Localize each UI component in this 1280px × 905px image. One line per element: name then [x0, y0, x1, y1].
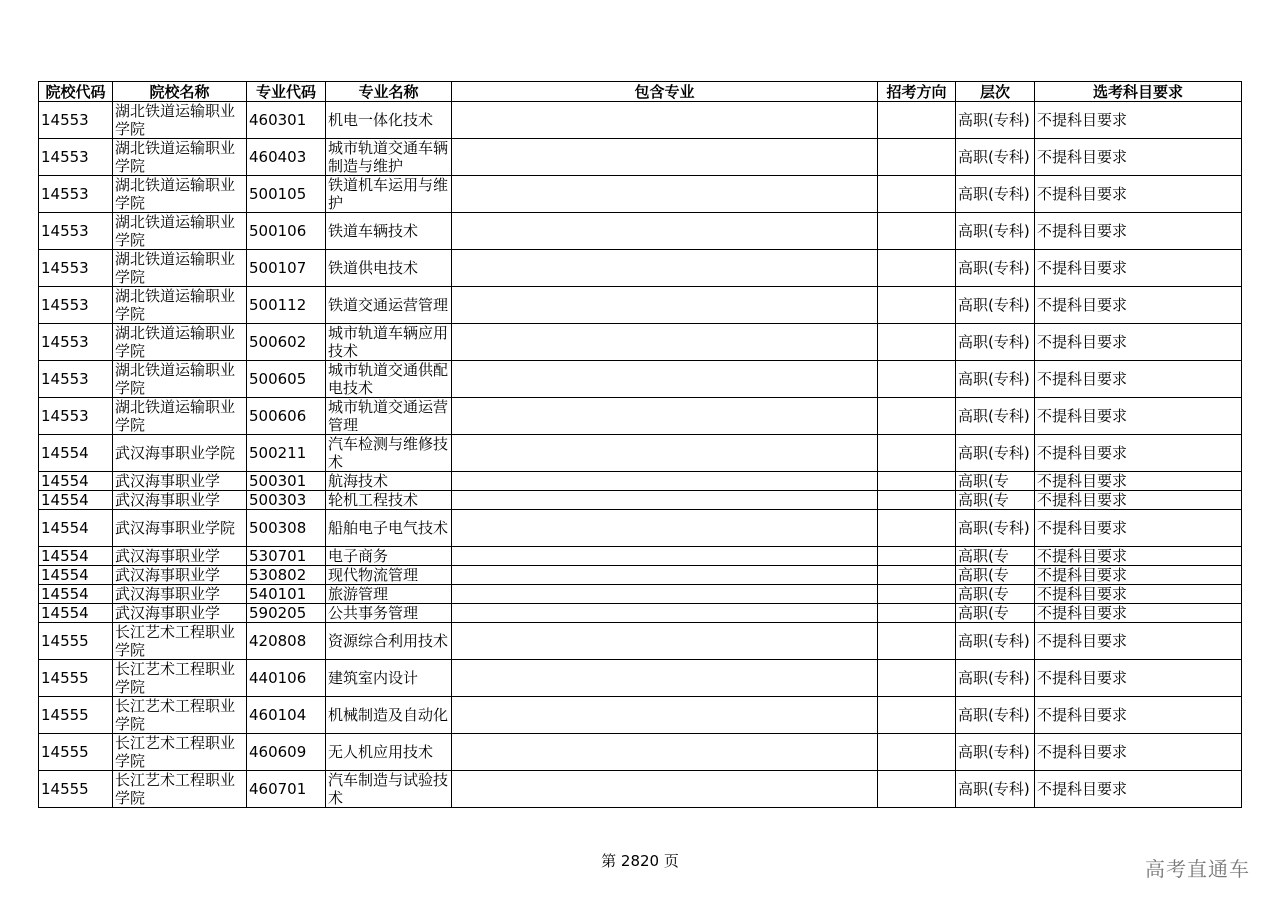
table-row [39, 398, 1242, 435]
subject-requirement-cell: 不提科目要求 [1035, 435, 1242, 472]
major-name-cell: 机械制造及自动化 [326, 697, 452, 734]
level-cell: 高职(专科) [956, 176, 1035, 213]
direction-cell [878, 660, 956, 697]
table-row [39, 361, 1242, 398]
level-cell: 高职(专 [956, 604, 1035, 623]
included-majors-cell [452, 510, 878, 547]
major-name-cell: 铁道供电技术 [326, 250, 452, 287]
major-name-cell: 城市轨道交通供配电技术 [326, 361, 452, 398]
major-code-cell: 540101 [247, 585, 326, 604]
school-code-cell: 14553 [39, 213, 113, 250]
major-name-cell: 航海技术 [326, 472, 452, 491]
major-name-cell: 现代物流管理 [326, 566, 452, 585]
table-row [39, 102, 1242, 139]
major-name-cell: 船舶电子电气技术 [326, 510, 452, 547]
school-code-cell: 14554 [39, 435, 113, 472]
subject-requirement-cell: 不提科目要求 [1035, 250, 1242, 287]
subject-requirement-cell: 不提科目要求 [1035, 547, 1242, 566]
header-level: 层次 [956, 82, 1035, 102]
included-majors-cell [452, 176, 878, 213]
table-row [39, 176, 1242, 213]
included-majors-cell [452, 566, 878, 585]
school-name-cell: 湖北铁道运输职业学院 [113, 361, 247, 398]
school-code-cell: 14553 [39, 139, 113, 176]
table-row [39, 547, 1242, 566]
subject-requirement-cell: 不提科目要求 [1035, 697, 1242, 734]
subject-requirement-cell: 不提科目要求 [1035, 213, 1242, 250]
major-name-cell: 电子商务 [326, 547, 452, 566]
major-name-cell: 铁道车辆技术 [326, 213, 452, 250]
major-code-cell: 500105 [247, 176, 326, 213]
subject-requirement-cell: 不提科目要求 [1035, 623, 1242, 660]
school-name-cell: 湖北铁道运输职业学院 [113, 398, 247, 435]
table-row [39, 734, 1242, 771]
included-majors-cell [452, 771, 878, 808]
school-name-cell: 武汉海事职业学 [113, 472, 247, 491]
direction-cell [878, 566, 956, 585]
major-code-cell: 460403 [247, 139, 326, 176]
school-code-cell: 14555 [39, 771, 113, 808]
subject-requirement-cell: 不提科目要求 [1035, 287, 1242, 324]
direction-cell [878, 287, 956, 324]
major-name-cell: 建筑室内设计 [326, 660, 452, 697]
school-name-cell: 长江艺术工程职业学院 [113, 697, 247, 734]
included-majors-cell [452, 604, 878, 623]
included-majors-cell [452, 734, 878, 771]
direction-cell [878, 623, 956, 660]
table-row [39, 472, 1242, 491]
major-name-cell: 轮机工程技术 [326, 491, 452, 510]
included-majors-cell [452, 287, 878, 324]
subject-requirement-cell: 不提科目要求 [1035, 398, 1242, 435]
major-name-cell: 无人机应用技术 [326, 734, 452, 771]
major-code-cell: 460104 [247, 697, 326, 734]
direction-cell [878, 585, 956, 604]
major-code-cell: 500303 [247, 491, 326, 510]
table-row [39, 250, 1242, 287]
school-code-cell: 14555 [39, 734, 113, 771]
table-row [39, 213, 1242, 250]
included-majors-cell [452, 623, 878, 660]
school-code-cell: 14554 [39, 566, 113, 585]
school-code-cell: 14554 [39, 547, 113, 566]
level-cell: 高职(专科) [956, 139, 1035, 176]
direction-cell [878, 324, 956, 361]
school-code-cell: 14555 [39, 623, 113, 660]
included-majors-cell [452, 398, 878, 435]
direction-cell [878, 139, 956, 176]
table-row [39, 510, 1242, 547]
subject-requirement-cell: 不提科目要求 [1035, 176, 1242, 213]
school-name-cell: 湖北铁道运输职业学院 [113, 176, 247, 213]
major-code-cell: 500211 [247, 435, 326, 472]
school-name-cell: 长江艺术工程职业学院 [113, 623, 247, 660]
level-cell: 高职(专 [956, 547, 1035, 566]
school-code-cell: 14553 [39, 287, 113, 324]
major-name-cell: 资源综合利用技术 [326, 623, 452, 660]
direction-cell [878, 213, 956, 250]
level-cell: 高职(专科) [956, 250, 1035, 287]
level-cell: 高职(专 [956, 491, 1035, 510]
level-cell: 高职(专科) [956, 102, 1035, 139]
major-code-cell: 500107 [247, 250, 326, 287]
subject-requirement-cell: 不提科目要求 [1035, 734, 1242, 771]
major-code-cell: 440106 [247, 660, 326, 697]
school-code-cell: 14554 [39, 491, 113, 510]
level-cell: 高职(专科) [956, 771, 1035, 808]
admissions-table [38, 81, 1242, 808]
subject-requirement-cell: 不提科目要求 [1035, 604, 1242, 623]
subject-requirement-cell: 不提科目要求 [1035, 102, 1242, 139]
school-name-cell: 长江艺术工程职业学院 [113, 771, 247, 808]
page-number: 第 2820 页 [601, 852, 679, 870]
level-cell: 高职(专科) [956, 287, 1035, 324]
included-majors-cell [452, 472, 878, 491]
major-name-cell: 旅游管理 [326, 585, 452, 604]
table-row [39, 491, 1242, 510]
subject-requirement-cell: 不提科目要求 [1035, 139, 1242, 176]
major-code-cell: 500602 [247, 324, 326, 361]
major-name-cell: 汽车检测与维修技术 [326, 435, 452, 472]
table-row [39, 623, 1242, 660]
school-code-cell: 14553 [39, 102, 113, 139]
table-row [39, 697, 1242, 734]
header-school-code: 院校代码 [39, 82, 113, 102]
subject-requirement-cell: 不提科目要求 [1035, 361, 1242, 398]
level-cell: 高职(专科) [956, 623, 1035, 660]
table-header-row [39, 82, 1242, 102]
included-majors-cell [452, 250, 878, 287]
header-school-name: 院校名称 [113, 82, 247, 102]
major-code-cell: 500605 [247, 361, 326, 398]
school-name-cell: 武汉海事职业学 [113, 566, 247, 585]
included-majors-cell [452, 697, 878, 734]
school-code-cell: 14553 [39, 324, 113, 361]
included-majors-cell [452, 213, 878, 250]
major-code-cell: 530802 [247, 566, 326, 585]
major-name-cell: 公共事务管理 [326, 604, 452, 623]
header-major-code: 专业代码 [247, 82, 326, 102]
level-cell: 高职(专科) [956, 697, 1035, 734]
table-row [39, 585, 1242, 604]
direction-cell [878, 361, 956, 398]
level-cell: 高职(专科) [956, 398, 1035, 435]
school-name-cell: 湖北铁道运输职业学院 [113, 213, 247, 250]
included-majors-cell [452, 102, 878, 139]
major-name-cell: 城市轨道交通运营管理 [326, 398, 452, 435]
direction-cell [878, 547, 956, 566]
table-body [39, 102, 1242, 808]
table-row [39, 566, 1242, 585]
table-row [39, 660, 1242, 697]
school-name-cell: 湖北铁道运输职业学院 [113, 324, 247, 361]
direction-cell [878, 604, 956, 623]
table-row [39, 771, 1242, 808]
table-row [39, 324, 1242, 361]
table-row [39, 604, 1242, 623]
major-code-cell: 590205 [247, 604, 326, 623]
included-majors-cell [452, 491, 878, 510]
direction-cell [878, 771, 956, 808]
school-name-cell: 武汉海事职业学院 [113, 435, 247, 472]
school-name-cell: 湖北铁道运输职业学院 [113, 287, 247, 324]
major-code-cell: 530701 [247, 547, 326, 566]
school-code-cell: 14553 [39, 250, 113, 287]
subject-requirement-cell: 不提科目要求 [1035, 585, 1242, 604]
subject-requirement-cell: 不提科目要求 [1035, 771, 1242, 808]
included-majors-cell [452, 660, 878, 697]
school-code-cell: 14554 [39, 510, 113, 547]
table-row [39, 139, 1242, 176]
major-code-cell: 500106 [247, 213, 326, 250]
school-name-cell: 湖北铁道运输职业学院 [113, 139, 247, 176]
school-code-cell: 14555 [39, 660, 113, 697]
included-majors-cell [452, 585, 878, 604]
direction-cell [878, 435, 956, 472]
major-name-cell: 汽车制造与试验技术 [326, 771, 452, 808]
included-majors-cell [452, 139, 878, 176]
level-cell: 高职(专科) [956, 213, 1035, 250]
direction-cell [878, 491, 956, 510]
watermark-text: 高考直通车 [1145, 857, 1250, 881]
level-cell: 高职(专 [956, 585, 1035, 604]
header-direction: 招考方向 [878, 82, 956, 102]
direction-cell [878, 734, 956, 771]
school-name-cell: 湖北铁道运输职业学院 [113, 250, 247, 287]
major-code-cell: 420808 [247, 623, 326, 660]
direction-cell [878, 398, 956, 435]
school-name-cell: 湖北铁道运输职业学院 [113, 102, 247, 139]
major-name-cell: 铁道机车运用与维护 [326, 176, 452, 213]
level-cell: 高职(专科) [956, 510, 1035, 547]
level-cell: 高职(专科) [956, 660, 1035, 697]
school-name-cell: 长江艺术工程职业学院 [113, 734, 247, 771]
table-row [39, 435, 1242, 472]
direction-cell [878, 102, 956, 139]
direction-cell [878, 176, 956, 213]
major-code-cell: 460701 [247, 771, 326, 808]
level-cell: 高职(专科) [956, 435, 1035, 472]
direction-cell [878, 250, 956, 287]
header-subject-requirement: 选考科目要求 [1035, 82, 1242, 102]
school-code-cell: 14553 [39, 361, 113, 398]
major-code-cell: 460301 [247, 102, 326, 139]
major-code-cell: 500308 [247, 510, 326, 547]
included-majors-cell [452, 435, 878, 472]
school-name-cell: 武汉海事职业学 [113, 585, 247, 604]
level-cell: 高职(专科) [956, 361, 1035, 398]
school-name-cell: 武汉海事职业学 [113, 547, 247, 566]
level-cell: 高职(专科) [956, 324, 1035, 361]
school-code-cell: 14554 [39, 604, 113, 623]
subject-requirement-cell: 不提科目要求 [1035, 491, 1242, 510]
subject-requirement-cell: 不提科目要求 [1035, 472, 1242, 491]
included-majors-cell [452, 547, 878, 566]
major-code-cell: 500112 [247, 287, 326, 324]
major-code-cell: 500606 [247, 398, 326, 435]
included-majors-cell [452, 324, 878, 361]
header-included-majors: 包含专业 [452, 82, 878, 102]
school-name-cell: 武汉海事职业学 [113, 604, 247, 623]
major-name-cell: 机电一体化技术 [326, 102, 452, 139]
major-name-cell: 城市轨道车辆应用技术 [326, 324, 452, 361]
level-cell: 高职(专 [956, 472, 1035, 491]
direction-cell [878, 510, 956, 547]
school-code-cell: 14555 [39, 697, 113, 734]
school-code-cell: 14554 [39, 472, 113, 491]
school-name-cell: 武汉海事职业学院 [113, 510, 247, 547]
subject-requirement-cell: 不提科目要求 [1035, 324, 1242, 361]
school-name-cell: 武汉海事职业学 [113, 491, 247, 510]
level-cell: 高职(专 [956, 566, 1035, 585]
major-code-cell: 460609 [247, 734, 326, 771]
school-code-cell: 14554 [39, 585, 113, 604]
level-cell: 高职(专科) [956, 734, 1035, 771]
subject-requirement-cell: 不提科目要求 [1035, 510, 1242, 547]
school-code-cell: 14553 [39, 398, 113, 435]
major-name-cell: 铁道交通运营管理 [326, 287, 452, 324]
included-majors-cell [452, 361, 878, 398]
subject-requirement-cell: 不提科目要求 [1035, 660, 1242, 697]
direction-cell [878, 472, 956, 491]
subject-requirement-cell: 不提科目要求 [1035, 566, 1242, 585]
school-code-cell: 14553 [39, 176, 113, 213]
school-name-cell: 长江艺术工程职业学院 [113, 660, 247, 697]
direction-cell [878, 697, 956, 734]
table-row [39, 287, 1242, 324]
major-name-cell: 城市轨道交通车辆制造与维护 [326, 139, 452, 176]
major-code-cell: 500301 [247, 472, 326, 491]
header-major-name: 专业名称 [326, 82, 452, 102]
